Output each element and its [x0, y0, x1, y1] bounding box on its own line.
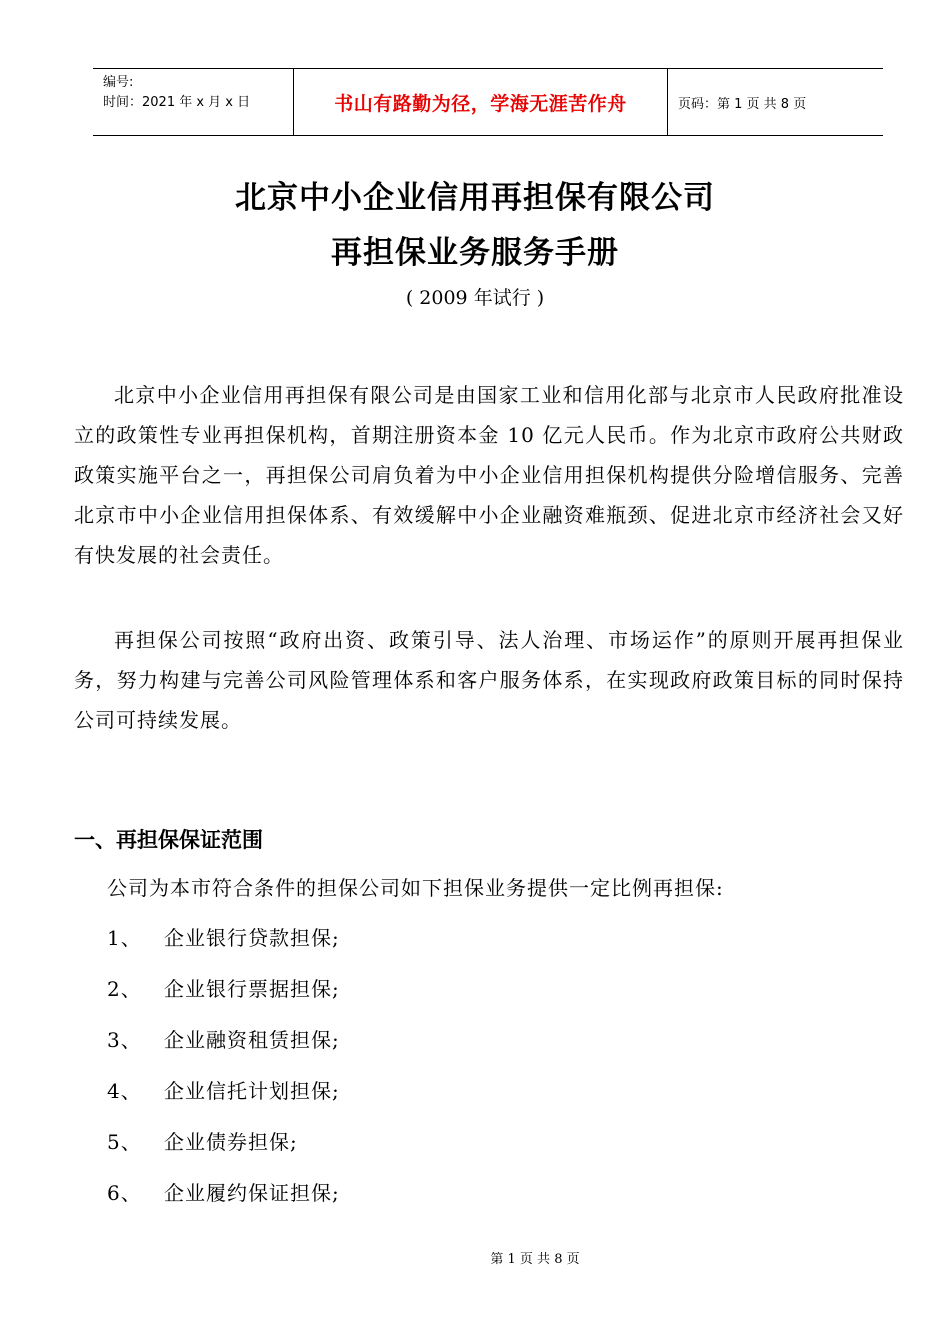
list-item: [107, 1126, 340, 1177]
section-heading: 一、再担保保证范围: [74, 828, 263, 852]
list-item-text: 企业银行贷款担保;: [164, 926, 340, 950]
intro-paragraph-2: 再担保公司按照“政府出资、政策引导、法人治理、市场运作”的原则开展再担保业务，努力构建与完善公司风险管理体系和客户服务体系，在实现政府政策目标的同时保持公司可持续发展。: [74, 628, 904, 732]
list-item-text: 企业履约保证担保;: [164, 1181, 340, 1205]
motto-text: 书山有路勤为径，学海无涯苦作舟: [334, 92, 627, 115]
list-item: [107, 973, 340, 1024]
document-subtitle: ( 2009 年试行 ): [405, 287, 545, 309]
list-item: [107, 922, 340, 973]
list-item: [107, 1177, 340, 1228]
page-label: 页码：第 1 页 共 8 页: [678, 96, 807, 112]
intro-paragraph-1: 北京中小企业信用再担保有限公司是由国家工业和信用化部与北京市人民政府批准设立的政策性专业再担保机构，首期注册资本金 10 亿元人民币。作为北京市政府公共财政政策实施平台之一，再担保公司肩负着为中小企业信用担保机构提供分险增信服务、完善北京市中小企业信用担保体系、有效缓解中小企业融资难瓶颈、促进北京市经济社会又好有快发展的社会责任。: [74, 383, 904, 567]
header-motto-cell: [294, 69, 668, 135]
list-item-text: 企业信托计划担保;: [164, 1079, 340, 1103]
page-header: [93, 68, 883, 136]
list-item-text: 企业银行票据担保;: [164, 977, 340, 1001]
document-title-line2: 再担保业务服务手册: [331, 235, 619, 271]
list-item-number: 3、: [107, 1028, 142, 1052]
section-intro: 公司为本市符合条件的担保公司如下担保业务提供一定比例再担保:: [107, 876, 724, 900]
number-label: 编号:: [103, 75, 134, 90]
header-meta: [93, 69, 294, 135]
list-item-text: 企业融资租赁担保;: [164, 1028, 340, 1052]
list-item-number: 5、: [107, 1130, 142, 1154]
list-item-number: 2、: [107, 977, 142, 1001]
list-item: [107, 1075, 340, 1126]
header-page-cell: [668, 69, 883, 135]
list-item-number: 4、: [107, 1079, 142, 1103]
page-footer: 第 1 页 共 8 页: [490, 1252, 580, 1267]
list-item-number: 1、: [107, 926, 142, 950]
list-item-text: 企业债券担保;: [164, 1130, 298, 1154]
document-title-line1: 北京中小企业信用再担保有限公司: [235, 180, 715, 216]
time-label: 时间：2021 年 x 月 x 日: [103, 95, 251, 110]
guarantee-scope-list: [107, 922, 340, 1228]
list-item: [107, 1024, 340, 1075]
list-item-number: 6、: [107, 1181, 142, 1205]
